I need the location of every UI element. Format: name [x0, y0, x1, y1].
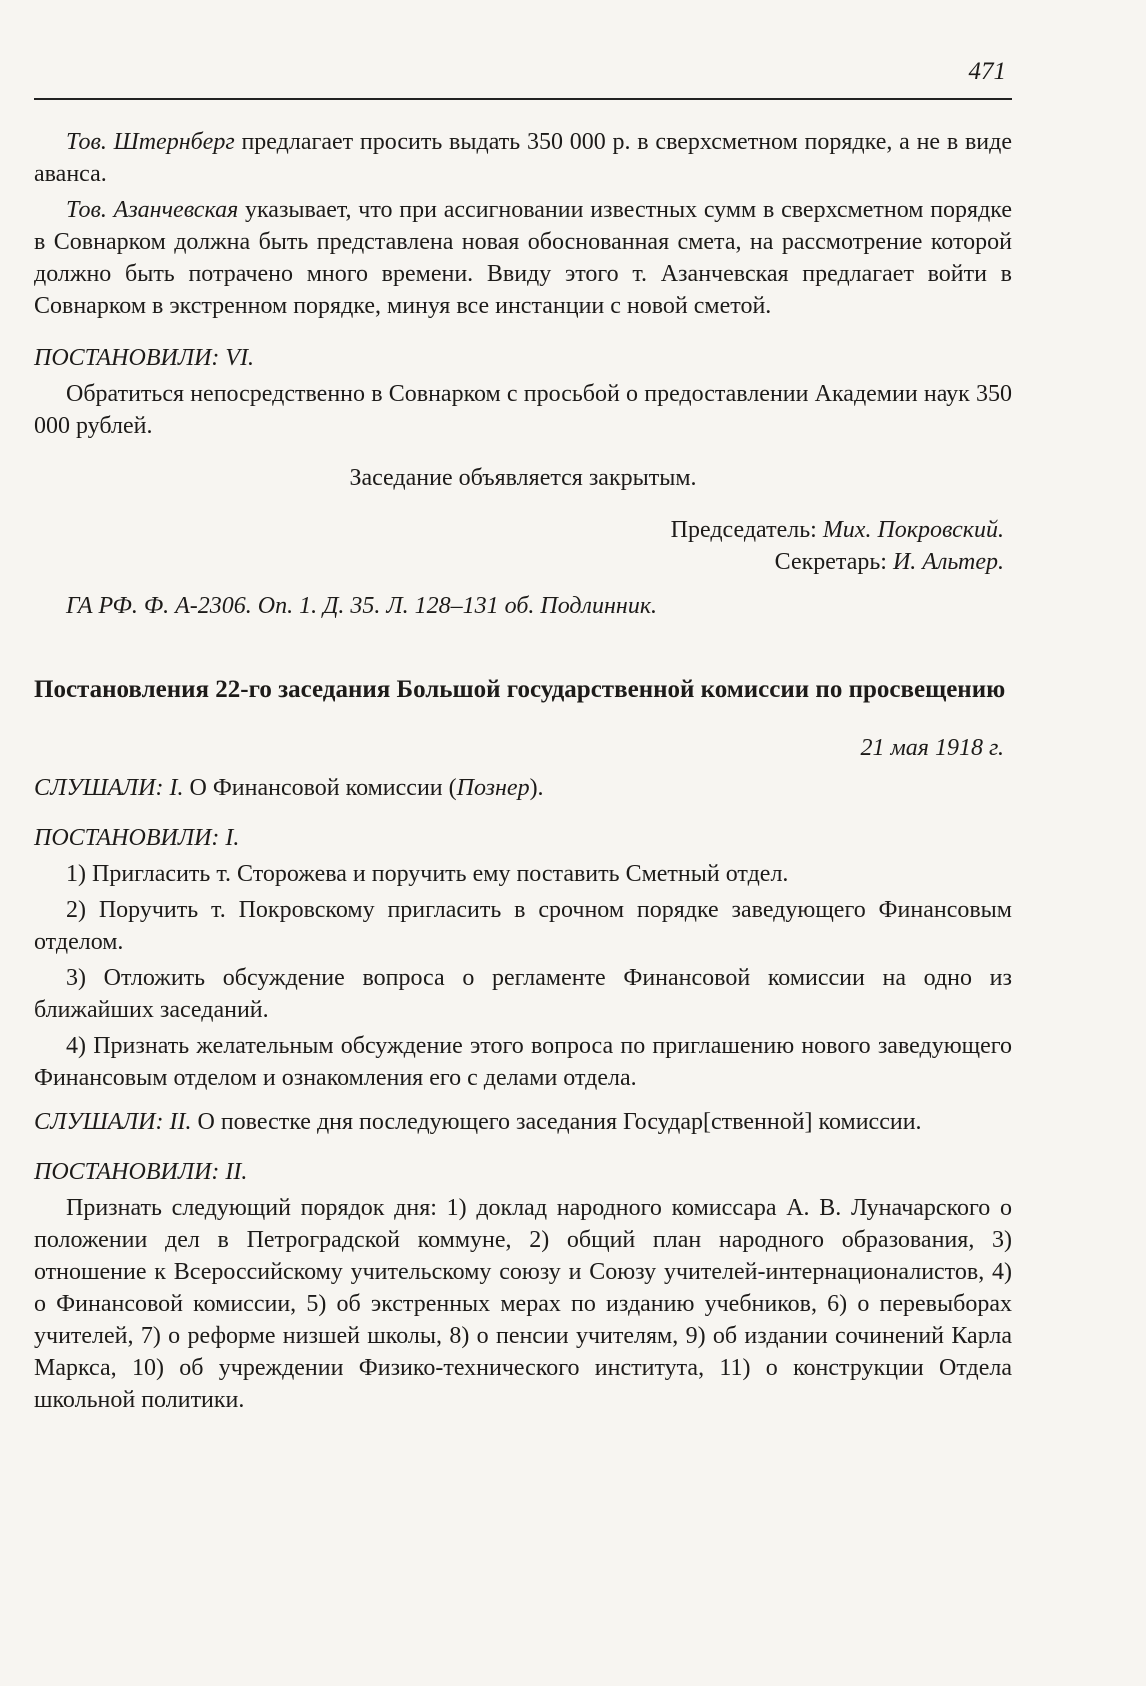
secretary-name: И. Альтер.	[892, 549, 1004, 575]
archive-reference: ГА РФ. Ф. А-2306. Оп. 1. Д. 35. Л. 128–131 об. Подлинник.	[66, 593, 658, 619]
resolved-heading-vi: ПОСТАНОВИЛИ: VI.	[34, 345, 255, 371]
section-date: 21 мая 1918 г.	[860, 735, 1004, 761]
heard-text: О повестке дня последующего заседания Государ[ственной] комиссии.	[191, 1109, 922, 1135]
resolved-item: 4) Признать желательным обсуждение этого вопроса по приглашению нового заведующего Финансовым отделом и ознакомления его с делами отдела.	[34, 1033, 1012, 1091]
resolved-item: 1) Пригласить т. Сторожева и поручить ему поставить Сметный отдел.	[66, 861, 789, 887]
resolved-text-vi: Обратиться непосредственно в Совнарком с просьбой о предоставлении Академии наук 350 000 рублей.	[34, 381, 1012, 439]
page-number: 471	[968, 58, 1006, 85]
chairman-label: Председатель:	[670, 517, 823, 543]
resolved-item: 3) Отложить обсуждение вопроса о регламенте Финансовой комиссии на одно из ближайших заседаний.	[34, 965, 1012, 1023]
heard-text-end: ).	[529, 775, 544, 801]
heard-speaker: Познер	[456, 775, 530, 801]
heard-ii	[34, 1106, 1012, 1138]
resolved-text-ii: Признать следующий порядок дня: 1) доклад народного комиссара А. В. Луначарского о положении дел в Петроградской коммуне, 2) общий план народного образования, 3) отношение к Всероссийскому учительскому союзу и Союзу учителей-интернационалистов, 4) о Финансовой комиссии, 5) об экстренных мерах по изданию учебников, 6) о перевыборах учителей, 7) о реформе низшей школы, 8) о пенсии учителям, 9) об издании сочинений Карла Маркса, 10) об учреждении Физико-технического института, 11) о конструкции Отдела школьной политики.	[34, 1195, 1012, 1413]
page-content	[34, 126, 1012, 1416]
paragraph-azanchevskaya	[34, 194, 1012, 322]
closing-line: Заседание объявляется закрытым.	[349, 465, 697, 491]
header-rule	[34, 98, 1012, 100]
chairman-signature	[34, 514, 1012, 546]
resolved-item: 2) Поручить т. Покровскому пригласить в срочном порядке заведующего Финансовым отделом.	[34, 897, 1012, 955]
secretary-signature	[34, 546, 1012, 578]
chairman-name: Мих. Покровский.	[822, 517, 1004, 543]
speaker-name: Тов. Азанчевская	[66, 197, 239, 223]
heard-label: СЛУШАЛИ: II.	[34, 1109, 192, 1135]
heard-label: СЛУШАЛИ: I.	[34, 775, 184, 801]
resolved-heading-i: ПОСТАНОВИЛИ: I.	[34, 825, 240, 851]
paragraph-text: указывает, что при ассигновании известных сумм в сверхсметном порядке в Совнарком должна быть представлена новая обоснованная смета, на рассмотрение которой должно быть потрачено много времени. Ввиду этого т. Азанчевская предлагает войти в Совнарком в экстренном порядке, минуя все инстанции с новой сметой.	[34, 197, 1012, 319]
heard-text: О Финансовой комиссии (	[183, 775, 457, 801]
section-title: Постановления 22-го заседания Большой государственной комиссии по просвещению	[34, 676, 1006, 703]
secretary-label: Секретарь:	[774, 549, 893, 575]
paragraph-text: предлагает просить выдать 350 000 р. в сверхсметном порядке, а не в виде аванса.	[34, 129, 1012, 187]
heard-i	[34, 772, 1012, 804]
speaker-name: Тов. Штернберг	[66, 129, 235, 155]
paragraph-shternberg	[34, 126, 1012, 190]
resolved-heading-ii: ПОСТАНОВИЛИ: II.	[34, 1159, 248, 1185]
